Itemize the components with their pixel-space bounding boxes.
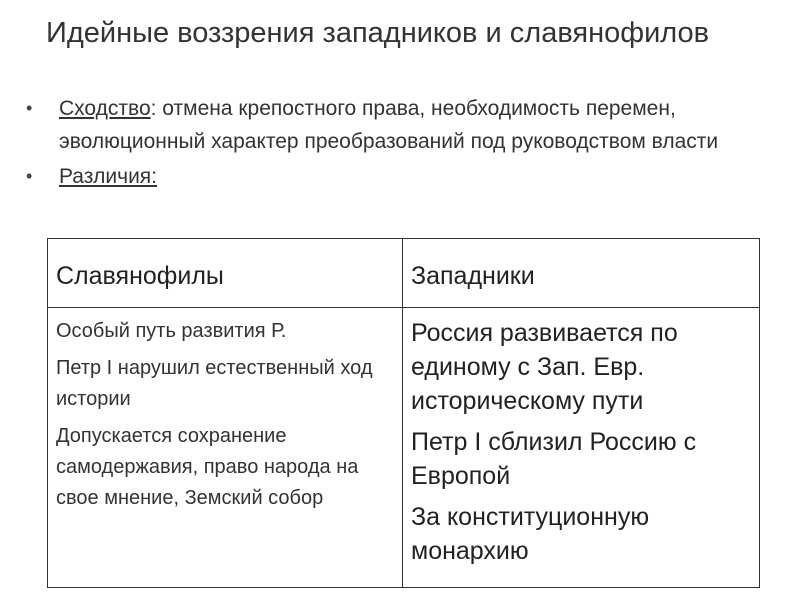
westernizers-point: За конституционную монархию	[411, 503, 650, 565]
bullet-differences	[26, 160, 766, 193]
header-westernizers: Западники	[403, 239, 760, 308]
slavophiles-point: Особый путь развития Р.	[56, 320, 287, 342]
slavophiles-cell	[48, 308, 403, 588]
bullet-list	[26, 92, 766, 193]
slavophiles-point: Петр I нарушил естественный ход истории	[56, 357, 373, 410]
table-row	[48, 308, 760, 588]
slavophiles-point: Допускается сохранение самодержавия, право народа на свое мнение, Земский собор	[56, 425, 359, 509]
similarity-text: : отмена крепостного права, необходимость перемен, эволюционный характер преобразований под руководством власти	[59, 97, 719, 153]
table-header-row	[48, 239, 760, 308]
bullet-similarity	[26, 92, 766, 158]
westernizers-cell	[403, 308, 760, 588]
westernizers-point: Россия развивается по единому с Зап. Евр. историческому пути	[411, 319, 678, 415]
comparison-table	[47, 238, 760, 588]
bullet-dot-icon: •	[26, 166, 33, 186]
bullet-dot-icon: •	[26, 98, 33, 118]
differences-term: Различия:	[59, 165, 158, 188]
slide-title: Идейные воззрения западников и славянофилов	[46, 17, 710, 49]
header-slavophiles: Славянофилы	[48, 239, 403, 308]
similarity-term: Сходство	[59, 97, 151, 120]
westernizers-point: Петр I сблизил Россию с Европой	[411, 428, 697, 490]
